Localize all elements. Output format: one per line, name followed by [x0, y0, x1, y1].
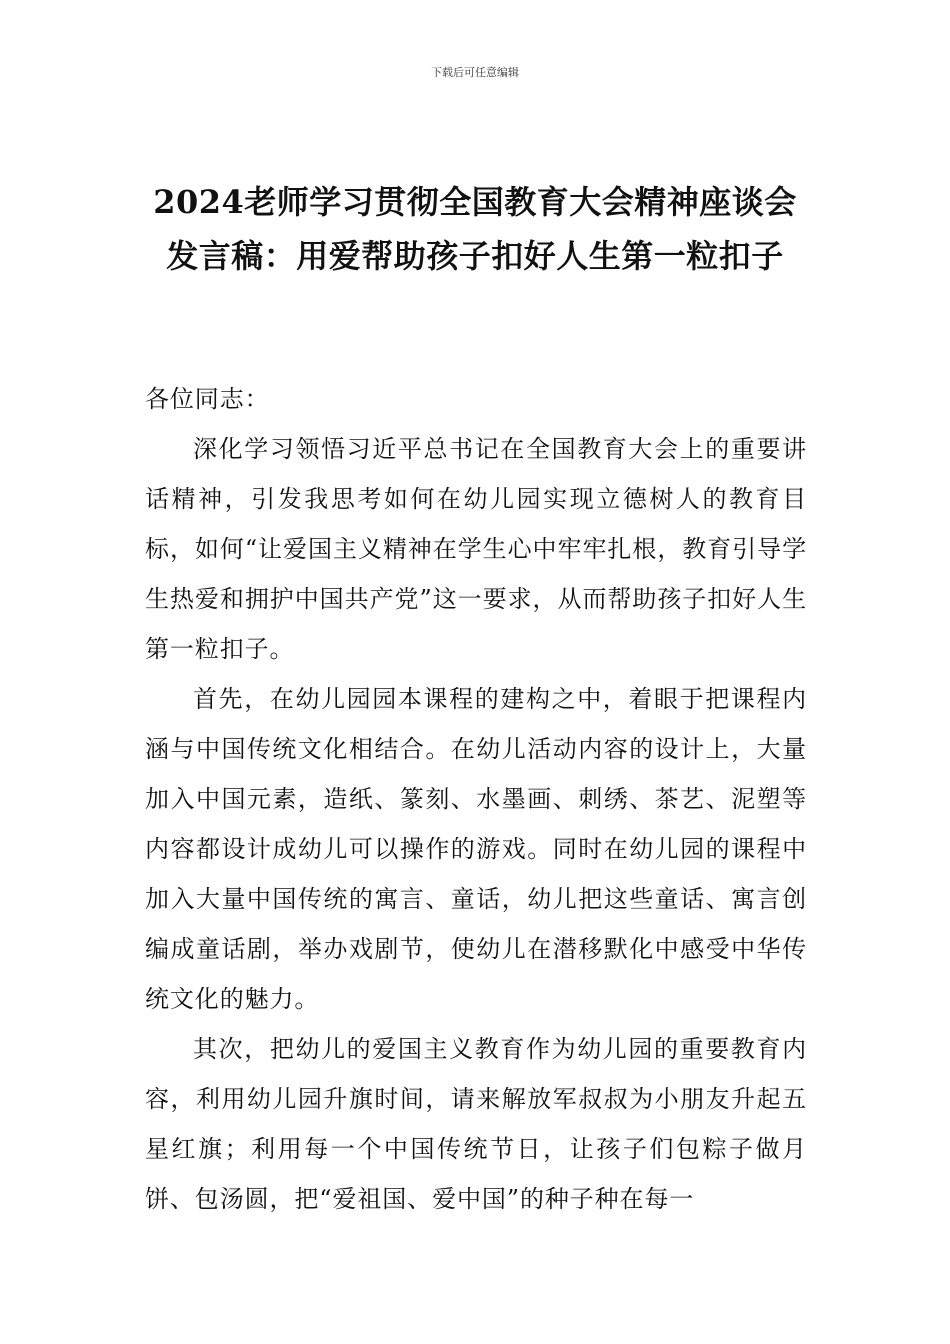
- document-body: [145, 374, 807, 1224]
- paragraph-1: 深化学习领悟习近平总书记在全国教育大会上的重要讲话精神，引发我思考如何在幼儿园实现立德树人的教育目标，如何“让爱国主义精神在学生心中牢牢扎根，教育引导学生热爱和拥护中国共产党”这一要求，从而帮助孩子扣好人生第一粒扣子。: [145, 435, 807, 663]
- document-title: 2024老师学习贯彻全国教育大会精神座谈会发言稿：用爱帮助孩子扣好人生第一粒扣子: [153, 183, 797, 275]
- salutation: 各位同志：: [145, 385, 270, 413]
- paragraph-2: 首先，在幼儿园园本课程的建构之中，着眼于把课程内涵与中国传统文化相结合。在幼儿活动内容的设计上，大量加入中国元素，造纸、篆刻、水墨画、刺绣、茶艺、泥塑等内容都设计成幼儿可以操作的游戏。同时在幼儿园的课程中加入大量中国传统的寓言、童话，幼儿把这些童话、寓言创编成童话剧，举办戏剧节，使幼儿在潜移默化中感受中华传统文化的魅力。: [145, 685, 807, 1013]
- paragraph-3: 其次，把幼儿的爱国主义教育作为幼儿园的重要教育内容，利用幼儿园升旗时间，请来解放军叔叔为小朋友升起五星红旗；利用每一个中国传统节日，让孩子们包粽子做月饼、包汤圆，把“爱祖国、爱中国”的种子种在每一: [145, 1035, 807, 1213]
- header-note: 下载后可任意编辑: [431, 66, 519, 79]
